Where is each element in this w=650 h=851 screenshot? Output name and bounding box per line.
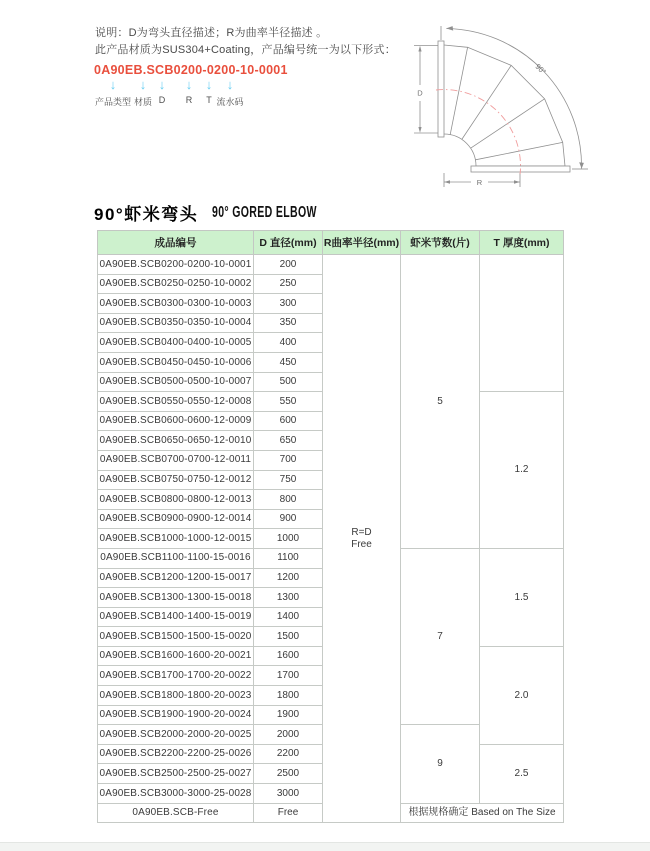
d-dim-arrow-up xyxy=(418,46,421,52)
r-dim-arrow-right xyxy=(514,180,520,183)
free-code-cell: 0A90EB.SCB-Free xyxy=(98,803,254,823)
diameter-cell: 550 xyxy=(254,392,323,412)
down-arrow-icon: ↓ xyxy=(158,77,166,92)
r-dim-arrow-left xyxy=(444,180,450,183)
product-code-cell: 0A90EB.SCB0300-0300-10-0003 xyxy=(98,294,254,314)
diameter-cell: 800 xyxy=(254,490,323,510)
description-notes xyxy=(95,25,396,58)
product-code-cell: 0A90EB.SCB1800-1800-20-0023 xyxy=(98,686,254,706)
product-code-cell: 0A90EB.SCB0250-0250-10-0002 xyxy=(98,274,254,294)
note-line-2: 此产品材质为SUS304+Coating，产品编号统一为以下形式： xyxy=(95,43,396,56)
diameter-cell: 450 xyxy=(254,352,323,372)
footer-note-cell: 根据规格确定 Based on The Size xyxy=(401,803,564,823)
elbow-drawing-svg xyxy=(398,16,642,204)
r-radius-merged-cell xyxy=(323,255,401,823)
thickness-merged-cell: 1.5 xyxy=(480,548,564,646)
section-title xyxy=(94,200,371,225)
section-title-en: 90° GORED ELBOW xyxy=(212,203,318,221)
col-header-3: 虾米节数(片) xyxy=(401,231,480,255)
diameter-cell: 1600 xyxy=(254,646,323,666)
free-diameter-cell: Free xyxy=(254,803,323,823)
r-dim-label: R xyxy=(476,178,483,187)
col-header-2: R曲率半径(mm) xyxy=(323,231,401,255)
down-arrow-icon: ↓ xyxy=(226,77,234,92)
diameter-cell: 650 xyxy=(254,431,323,451)
gore-seam xyxy=(450,47,467,134)
diameter-cell: 1000 xyxy=(254,529,323,549)
product-code-cell: 0A90EB.SCB1200-1200-15-0017 xyxy=(98,568,254,588)
diameter-cell: 2500 xyxy=(254,764,323,784)
code-part-label: T xyxy=(206,95,212,105)
product-code-cell: 0A90EB.SCB2000-2000-20-0025 xyxy=(98,725,254,745)
segments-merged-cell: 5 xyxy=(401,255,480,549)
diameter-cell: 350 xyxy=(254,313,323,333)
elbow-outer-boundary xyxy=(444,45,565,166)
d-dim-arrow-down xyxy=(418,127,421,133)
product-code-cell: 0A90EB.SCB0550-0550-12-0008 xyxy=(98,392,254,412)
col-header-1: D 直径(mm) xyxy=(254,231,323,255)
gore-seam xyxy=(462,65,511,139)
diameter-cell: 1500 xyxy=(254,627,323,647)
thickness-merged-cell: 1.2 xyxy=(480,392,564,549)
product-code-cell: 0A90EB.SCB0700-0700-12-0011 xyxy=(98,450,254,470)
segments-merged-cell: 7 xyxy=(401,548,480,724)
diameter-cell: 250 xyxy=(254,274,323,294)
product-code-cell: 0A90EB.SCB0750-0750-12-0012 xyxy=(98,470,254,490)
code-part-label: R xyxy=(185,95,193,105)
product-code-cell: 0A90EB.SCB1700-1700-20-0022 xyxy=(98,666,254,686)
diameter-cell: 1300 xyxy=(254,588,323,608)
product-code-cell: 0A90EB.SCB0800-0800-12-0013 xyxy=(98,490,254,510)
diameter-cell: 400 xyxy=(254,333,323,353)
product-code-cell: 0A90EB.SCB3000-3000-25-0028 xyxy=(98,784,254,804)
down-arrow-icon: ↓ xyxy=(205,77,213,92)
section-title-cn: 90°虾米弯头 xyxy=(94,205,199,224)
product-code-cell: 0A90EB.SCB1600-1600-20-0021 xyxy=(98,646,254,666)
diameter-cell: 700 xyxy=(254,450,323,470)
product-code-cell: 0A90EB.SCB1000-1000-12-0015 xyxy=(98,529,254,549)
diameter-cell: 1800 xyxy=(254,686,323,706)
product-code-cell: 0A90EB.SCB0400-0400-10-0005 xyxy=(98,333,254,353)
elbow-diagram xyxy=(398,16,642,204)
elbow-inner-arc xyxy=(444,134,476,166)
product-code-example: 0A90EB.SCB0200-0200-10-0001 xyxy=(94,63,288,77)
r-radius-line: R=D xyxy=(351,527,372,539)
angle-arrow-start xyxy=(446,26,453,31)
diameter-cell: 300 xyxy=(254,294,323,314)
product-code-cell: 0A90EB.SCB0600-0600-12-0009 xyxy=(98,411,254,431)
col-header-0: 成品编号 xyxy=(98,231,254,255)
down-arrow-icon: ↓ xyxy=(185,77,193,92)
product-code-cell: 0A90EB.SCB1500-1500-15-0020 xyxy=(98,627,254,647)
diameter-cell: 1900 xyxy=(254,705,323,725)
diameter-cell: 3000 xyxy=(254,784,323,804)
diameter-cell: 1100 xyxy=(254,548,323,568)
diameter-cell: 1400 xyxy=(254,607,323,627)
diameter-cell: 2000 xyxy=(254,725,323,745)
diameter-cell: 750 xyxy=(254,470,323,490)
angle-arrow-end xyxy=(579,162,584,168)
col-header-4: T 厚度(mm) xyxy=(480,231,564,255)
note-line-1: 说明：D为弯头直径描述；R为曲率半径描述 。 xyxy=(95,27,328,39)
code-part-label: 流水码 xyxy=(216,97,244,107)
product-code-cell: 0A90EB.SCB0900-0900-12-0014 xyxy=(98,509,254,529)
product-code-cell: 0A90EB.SCB2200-2200-25-0026 xyxy=(98,744,254,764)
diameter-cell: 1700 xyxy=(254,666,323,686)
down-arrow-icon: ↓ xyxy=(139,77,147,92)
code-part-label: D xyxy=(158,95,166,105)
diameter-cell: 600 xyxy=(254,411,323,431)
product-code-cell: 0A90EB.SCB0650-0650-12-0010 xyxy=(98,431,254,451)
table-row xyxy=(98,255,564,275)
product-code-cell: 0A90EB.SCB1400-1400-15-0019 xyxy=(98,607,254,627)
down-arrow-icon: ↓ xyxy=(109,77,117,92)
centerline-arc xyxy=(436,90,521,174)
diameter-cell: 2200 xyxy=(254,744,323,764)
product-code-cell: 0A90EB.SCB1100-1100-15-0016 xyxy=(98,548,254,568)
product-code-cell: 0A90EB.SCB1900-1900-20-0024 xyxy=(98,705,254,725)
segments-merged-cell: 9 xyxy=(401,725,480,803)
thickness-merged-cell: 2.5 xyxy=(480,744,564,803)
diameter-cell: 500 xyxy=(254,372,323,392)
angle-label: 90° xyxy=(533,62,548,77)
spec-table xyxy=(97,230,564,823)
diameter-cell: 900 xyxy=(254,509,323,529)
thickness-merged-cell: 2.0 xyxy=(480,646,564,744)
diameter-cell: 200 xyxy=(254,255,323,275)
header-row xyxy=(98,231,564,255)
product-code-cell: 0A90EB.SCB0350-0350-10-0004 xyxy=(98,313,254,333)
d-dim-label: D xyxy=(417,88,423,98)
diameter-cell: 1200 xyxy=(254,568,323,588)
product-code-cell: 0A90EB.SCB0500-0500-10-0007 xyxy=(98,372,254,392)
angle-dim-arc xyxy=(446,29,581,169)
inlet-flange xyxy=(438,41,444,137)
product-code-cell: 0A90EB.SCB1300-1300-15-0018 xyxy=(98,588,254,608)
code-part-label: 材质 xyxy=(133,97,153,107)
product-code-cell: 0A90EB.SCB2500-2500-25-0027 xyxy=(98,764,254,784)
product-code-cell: 0A90EB.SCB0450-0450-10-0006 xyxy=(98,352,254,372)
code-part-label: 产品类型 xyxy=(94,97,132,107)
r-radius-line: Free xyxy=(351,538,372,550)
product-code-cell: 0A90EB.SCB0200-0200-10-0001 xyxy=(98,255,254,275)
thickness-merged-cell xyxy=(480,255,564,392)
